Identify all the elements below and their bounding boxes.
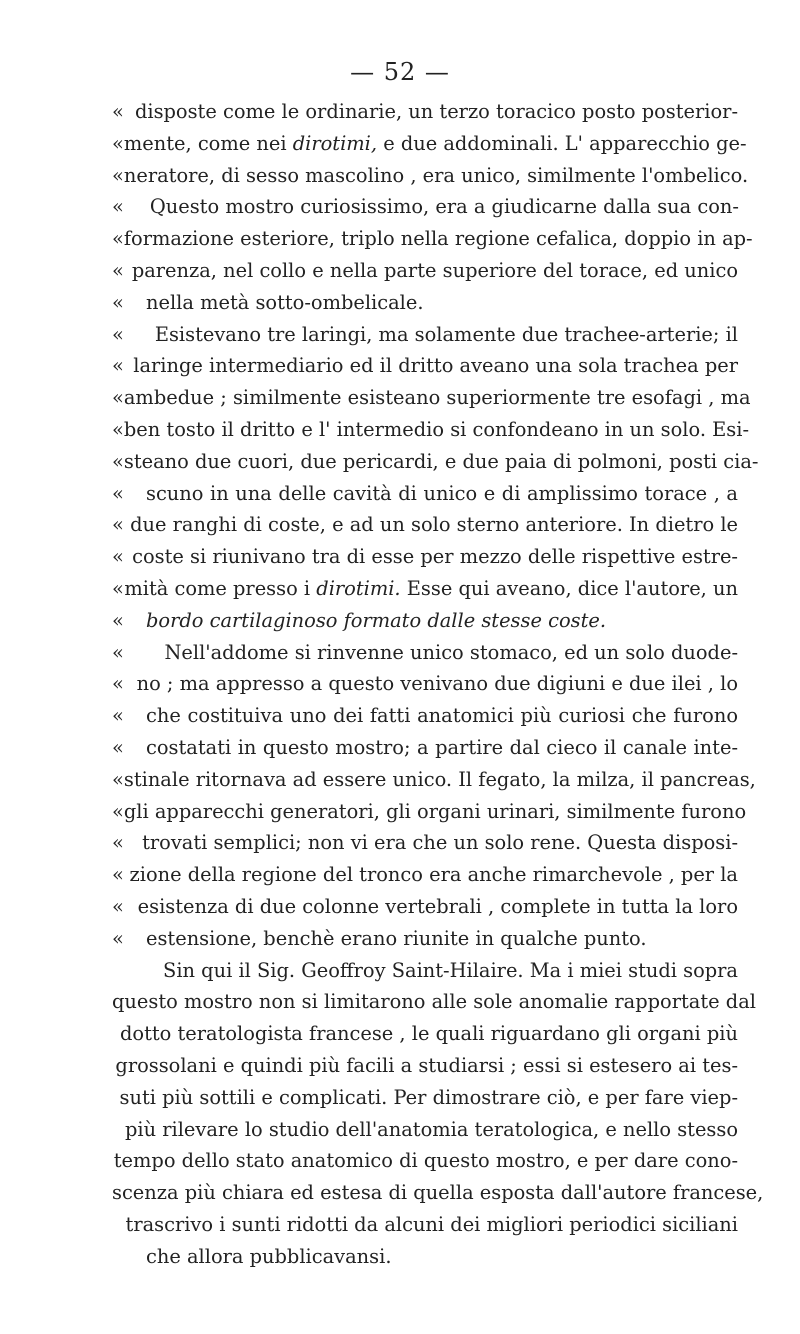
line-text <box>146 923 738 955</box>
line-text <box>124 796 746 828</box>
line-text <box>138 891 738 923</box>
line-text <box>126 1209 738 1241</box>
text-run: nella metà sotto-ombelicale. <box>146 290 424 314</box>
text-line <box>112 1177 764 1209</box>
text-line <box>112 955 738 987</box>
quote-mark: « <box>112 926 124 950</box>
quote-mark: « <box>112 354 124 378</box>
line-text <box>124 414 749 446</box>
text-line <box>112 1018 738 1050</box>
text-run: neratore, di sesso mascolino , era unico, similmente l'ombelico. <box>123 163 749 187</box>
text-line <box>112 319 738 351</box>
text-run: disposte come le ordinarie, un terzo toracico posto posterior- <box>134 100 738 123</box>
text-run: laringe intermediario ed il dritto aveano una sola trachea per <box>133 354 738 378</box>
text-line <box>112 859 738 891</box>
text-run: trascrivo i sunti ridotti da alcuni dei migliori periodici siciliani <box>125 1212 738 1236</box>
text-run: ambedue ; similmente esisteano superiormente tre esofagi , ma <box>123 386 751 410</box>
text-line <box>112 891 738 923</box>
text-run: grossolani e quindi più facili a studiarsi ; essi si estesero ai tes- <box>115 1053 738 1077</box>
text-line <box>112 1241 738 1273</box>
text-line <box>112 764 756 796</box>
line-text <box>135 96 738 128</box>
quote-mark: « <box>112 417 124 441</box>
text-line <box>112 986 756 1018</box>
line-text <box>124 223 753 255</box>
text-line <box>112 732 738 764</box>
line-text <box>124 764 756 796</box>
line-text <box>124 382 751 414</box>
line-text <box>132 541 738 573</box>
quote-mark <box>112 1082 120 1114</box>
text-run: parenza, nel collo e nella parte superiore del torace, ed unico <box>131 258 738 282</box>
text-run: ben tosto il dritto e l' intermedio si confondeano in un solo. Esi- <box>123 417 750 441</box>
line-text <box>124 446 759 478</box>
quote-mark: « <box>112 894 124 918</box>
quote-mark: « <box>112 322 124 346</box>
italic-text: dirotimi. <box>316 576 401 600</box>
line-text <box>115 1050 738 1082</box>
text-line <box>112 605 738 637</box>
quote-mark <box>112 1018 120 1050</box>
quote-mark: « <box>112 258 124 282</box>
line-text <box>124 191 739 223</box>
text-run: steano due cuori, due pericardi, e due paia di polmoni, posti cia- <box>123 449 759 473</box>
quote-mark: « <box>112 449 124 473</box>
text-run: Questo mostro curiosissimo, era a giudicarne dalla sua con- <box>149 195 739 219</box>
text-line <box>112 223 753 255</box>
text-line <box>112 446 759 478</box>
text-line <box>112 1209 738 1241</box>
quote-mark <box>112 1241 146 1273</box>
text-run: e due addominali. L' apparecchio ge- <box>377 131 747 155</box>
quote-mark: « <box>112 704 124 728</box>
text-run: gli apparecchi generatori, gli organi urinari, similmente furono <box>123 799 747 823</box>
text-run: Esistevano tre laringi, ma solamente due trachee-arterie; il <box>154 322 738 346</box>
line-text <box>146 700 738 732</box>
line-text <box>112 1177 763 1209</box>
line-text <box>120 1018 738 1050</box>
quote-mark: « <box>112 545 124 569</box>
quote-mark: « <box>112 735 124 759</box>
page-number: — 52 — <box>350 58 450 86</box>
line-text <box>130 859 738 891</box>
line-text <box>112 986 756 1018</box>
text-run: Sin qui il Sig. Geoffroy Saint-Hilaire. Ma i miei studi sopra <box>163 958 738 982</box>
line-text <box>114 1145 738 1177</box>
line-text <box>124 128 747 160</box>
text-run: mità come presso i <box>124 576 317 600</box>
line-text <box>146 732 738 764</box>
text-run: scuno in una delle cavità di unico e di amplissimo torace , a <box>146 481 738 505</box>
text-run: che costituiva uno dei fatti anatomici più curiosi che furono <box>146 704 738 728</box>
line-text <box>138 637 738 669</box>
text-line <box>112 1050 738 1082</box>
text-run: estensione, benchè erano riunite in qualche punto. <box>146 926 647 950</box>
text-line <box>112 287 738 319</box>
text-line <box>112 350 738 382</box>
text-run: Esse qui aveano, dice l'autore, un <box>400 576 738 600</box>
line-text <box>133 350 738 382</box>
text-line <box>112 637 738 669</box>
text-run: formazione esteriore, triplo nella regione cefalica, doppio in ap- <box>123 227 753 251</box>
text-run: zione della regione del tronco era anche rimarchevole , per la <box>129 863 738 887</box>
line-text <box>137 668 738 700</box>
quote-mark: « <box>112 831 124 855</box>
body-text <box>112 96 764 1272</box>
quote-mark: « <box>112 386 124 410</box>
text-run: questo mostro non si limitarono alle sole anomalie rapportate dal <box>112 990 756 1014</box>
text-line <box>112 1114 738 1146</box>
text-line <box>112 700 738 732</box>
text-line <box>112 128 747 160</box>
text-run: costatati in questo mostro; a partire dal cieco il canale inte- <box>146 735 738 759</box>
quote-mark: « <box>112 163 124 187</box>
line-text <box>146 478 738 510</box>
quote-mark: « <box>112 227 124 251</box>
text-run: due ranghi di coste, e ad un solo sterno anteriore. In dietro le <box>130 513 738 537</box>
text-run: no ; ma appresso a questo venivano due digiuni e due ilei , lo <box>136 672 738 696</box>
text-run: dotto teratologista francese , le quali riguardano gli organi più <box>119 1022 738 1046</box>
text-line <box>112 382 751 414</box>
text-line <box>112 191 738 223</box>
quote-mark: « <box>112 672 124 696</box>
quote-mark: « <box>112 608 124 632</box>
quote-mark: « <box>112 799 124 823</box>
text-line <box>112 668 738 700</box>
text-line <box>112 255 738 287</box>
line-text <box>124 573 738 605</box>
text-run: scenza più chiara ed estesa di quella esposta dall'autore francese, <box>112 1181 764 1205</box>
quote-mark: « <box>112 513 124 537</box>
line-text <box>146 287 738 319</box>
line-text <box>146 1241 738 1273</box>
quote-mark <box>112 955 137 987</box>
italic-text: dirotimi, <box>292 131 378 155</box>
quote-mark: « <box>112 290 124 314</box>
quote-mark <box>112 1114 125 1146</box>
text-run: trovati semplici; non vi era che un solo rene. Questa disposi- <box>142 831 738 855</box>
text-line <box>112 1082 738 1114</box>
line-text <box>124 160 748 192</box>
text-run: mente, come nei <box>123 131 293 155</box>
quote-mark: « <box>112 640 124 664</box>
text-run: stinale ritornava ad essere unico. Il fegato, la milza, il pancreas, <box>123 767 756 791</box>
text-run: coste si riunivano tra di esse per mezzo delle rispettive estre- <box>132 545 738 569</box>
quote-mark: « <box>112 767 124 791</box>
quote-mark: « <box>112 576 124 600</box>
quote-mark <box>112 1209 126 1241</box>
quote-mark: « <box>112 863 124 887</box>
text-line <box>112 96 738 128</box>
text-run: tempo dello stato anatomico di questo mostro, e per dare cono- <box>113 1149 738 1173</box>
line-text <box>142 827 738 859</box>
text-line <box>112 796 747 828</box>
text-run: suti più sottili e complicati. Per dimostrare ciò, e per fare viep- <box>119 1085 738 1109</box>
quote-mark: « <box>112 100 124 123</box>
text-run: che allora pubblicavansi. <box>146 1244 392 1268</box>
italic-text: bordo cartilaginoso formato dalle stesse coste. <box>146 608 607 632</box>
line-text <box>125 1114 738 1146</box>
line-text <box>130 509 738 541</box>
line-text <box>132 255 738 287</box>
text-line <box>112 827 738 859</box>
text-line <box>112 573 738 605</box>
text-run: Nell'addome si rinvenne unico stomaco, ed un solo duode- <box>164 640 738 664</box>
quote-mark: « <box>112 195 124 219</box>
line-text <box>120 1082 738 1114</box>
quote-mark: « <box>112 481 124 505</box>
text-line <box>112 923 738 955</box>
line-text <box>137 955 738 987</box>
text-run: esistenza di due colonne vertebrali , complete in tutta la loro <box>137 894 738 918</box>
text-line <box>112 1145 738 1177</box>
text-line <box>112 478 738 510</box>
quote-mark: « <box>112 131 124 155</box>
line-text <box>129 319 738 351</box>
text-line <box>112 541 738 573</box>
text-run: più rilevare lo studio dell'anatomia teratologica, e nello stesso <box>124 1117 738 1141</box>
text-line <box>112 414 750 446</box>
line-text <box>146 605 738 637</box>
text-line <box>112 160 749 192</box>
text-line <box>112 509 738 541</box>
